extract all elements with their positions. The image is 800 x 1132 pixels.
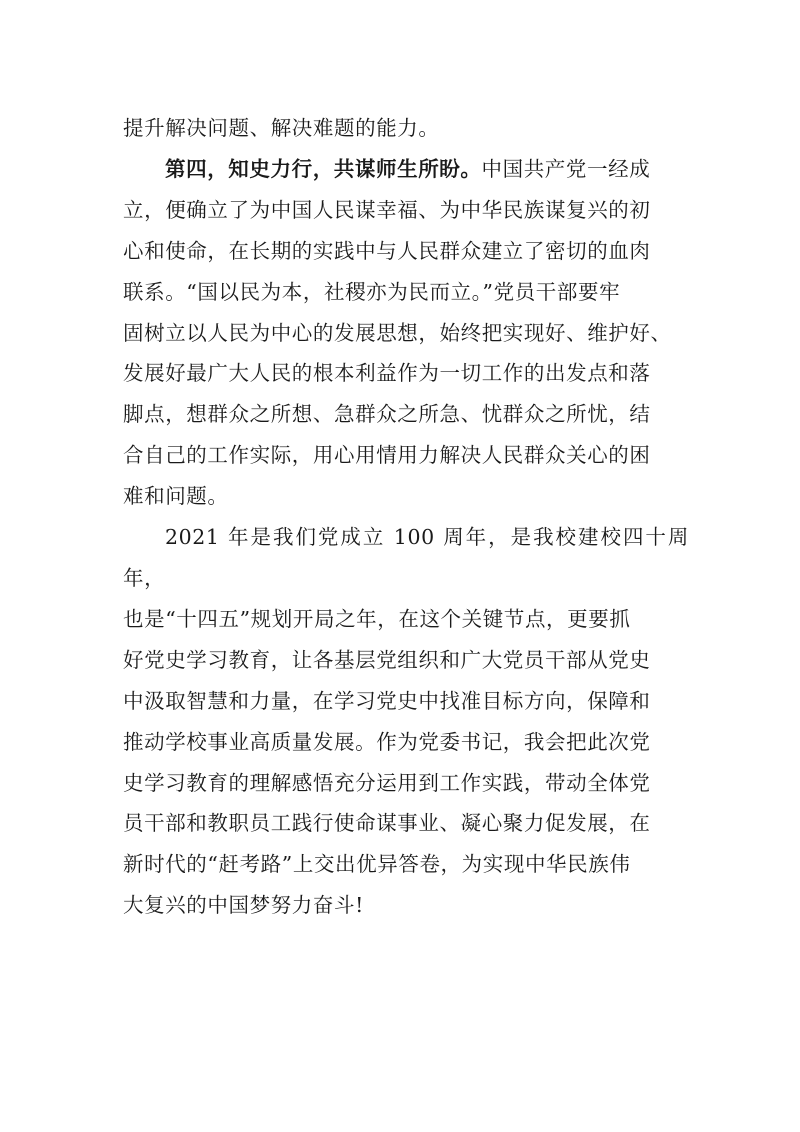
text-line: 员干部和教职员工践行使命谋事业、凝心聚力促发展，在 xyxy=(123,811,651,836)
text-line: 中汲取智慧和力量，在学习党史中找准目标方向，保障和 xyxy=(123,688,651,713)
text-line: 大复兴的中国梦努力奋斗! xyxy=(123,893,364,918)
text-line: 合自己的工作实际，用心用情用力解决人民群众关心的困 xyxy=(123,443,651,468)
paragraph-fourth-point xyxy=(123,149,689,517)
text-line: 新时代的“赶考路”上交出优异答卷，为实现中华民族伟 xyxy=(123,852,631,877)
text-line: 难和问题。 xyxy=(123,484,229,509)
text-fragment: 中国共产党一经成 xyxy=(481,156,651,181)
text-line: 心和使命，在长期的实践中与人民群众建立了密切的血肉 xyxy=(123,238,651,263)
text-line: 提升解决问题、解决难题的能力。 xyxy=(123,116,440,140)
paragraph-continuation xyxy=(123,108,689,149)
body-text xyxy=(123,108,689,926)
text-line: 2021 年是我们党成立 100 周年，是我校建校四十周年， xyxy=(123,525,689,590)
text-line: 推动学校事业高质量发展。作为党委书记，我会把此次党 xyxy=(123,729,651,754)
text-line: 脚点，想群众之所想、急群众之所急、忧群众之所忧，结 xyxy=(123,402,651,427)
text-line xyxy=(123,149,689,190)
text-line: 立，便确立了为中国人民谋幸福、为中华民族谋复兴的初 xyxy=(123,197,651,222)
text-line: 发展好最广大人民的根本利益作为一切工作的出发点和落 xyxy=(123,361,651,386)
text-line: 史学习教育的理解感悟充分运用到工作实践，带动全体党 xyxy=(123,770,651,795)
paragraph-heading: 第四，知史力行，共谋师生所盼。 xyxy=(165,156,482,181)
text-line: 好党史学习教育，让各基层党组织和广大党员干部从党史 xyxy=(123,647,651,672)
text-line: 联系。“国以民为本，社稷亦为民而立。”党员干部要牢 xyxy=(123,279,621,304)
paragraph-conclusion xyxy=(123,517,689,926)
text-line: 固树立以人民为中心的发展思想，始终把实现好、维护好、 xyxy=(123,320,672,345)
text-line: 也是“十四五”规划开局之年，在这个关键节点，更要抓 xyxy=(123,606,631,631)
